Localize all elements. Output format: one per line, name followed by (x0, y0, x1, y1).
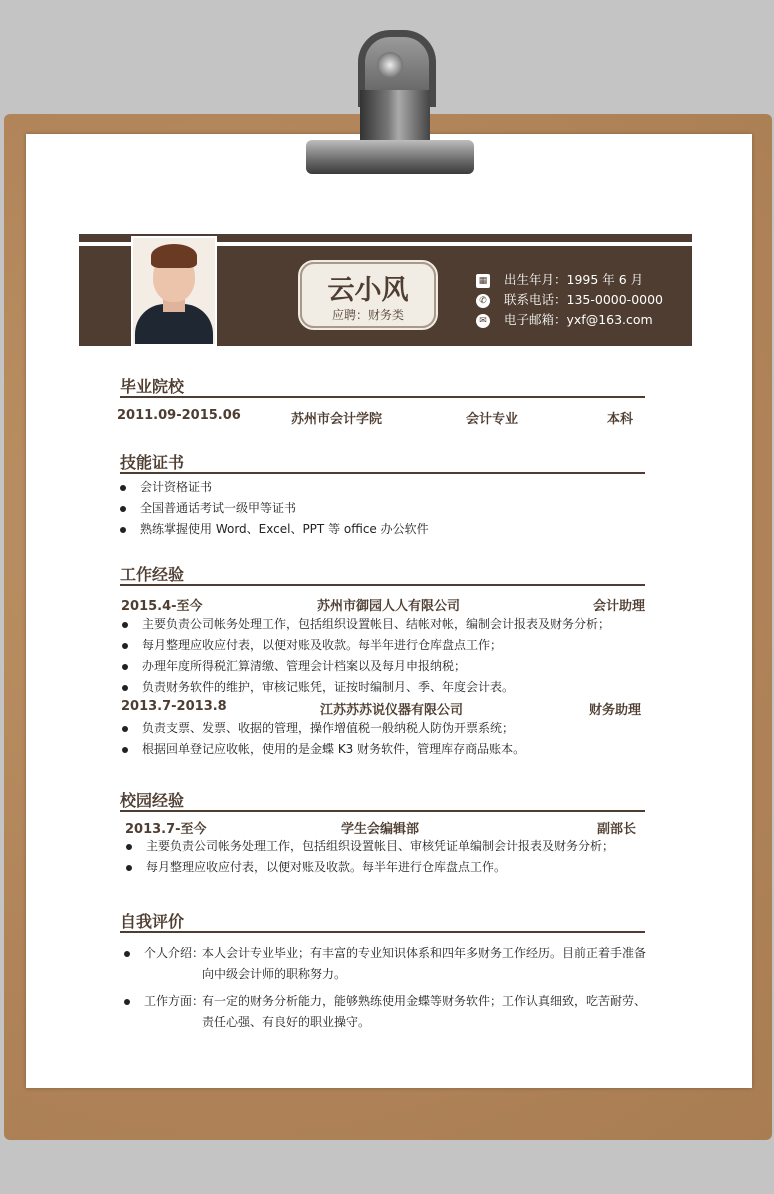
clip-rivet (377, 52, 403, 78)
name-badge (300, 262, 436, 328)
section-divider (120, 931, 645, 933)
campus-section (120, 788, 645, 812)
list-item: 主要负责公司帐务处理工作，包括组织设置帐目、结帐对帐，编制会计报表及财务分析； (120, 614, 610, 635)
list-item: 会计资格证书 (118, 477, 429, 498)
section-title: 技能证书 (120, 453, 185, 472)
section-title: 自我评价 (120, 912, 185, 931)
eval-label: 工作方面： (144, 994, 205, 1008)
edu-school: 苏州市会计学院 (291, 412, 383, 427)
edu-degree: 本科 (607, 412, 634, 427)
list-item (122, 991, 654, 1033)
list-item: 每月整理应收应付表，以便对账及收款。每半年进行仓库盘点工作。 (124, 857, 614, 878)
list-item (122, 943, 654, 985)
job-period: 2013.7-2013.8 (121, 699, 227, 714)
clip-base (306, 140, 474, 174)
job-role: 会计助理 (593, 599, 646, 614)
list-item: 熟练掌握使用 Word、Excel、PPT 等 office 办公软件 (118, 519, 429, 540)
campus-duties (124, 836, 614, 878)
email-info: ✉ 电子邮箱：yxf@163.com (476, 310, 653, 328)
mail-icon: ✉ (476, 314, 490, 328)
job-duties (120, 718, 525, 760)
campus-org: 学生会编辑部 (341, 822, 420, 837)
job-duties (120, 614, 610, 698)
job-period: 2015.4-至今 (121, 599, 203, 614)
phone-info: ✆ 联系电话：135-0000-0000 (476, 290, 663, 308)
eval-text: 本人会计专业毕业；有丰富的专业知识体系和四年多财务工作经历。目前正着手准备向中级会计师的职称努力。 (202, 946, 647, 981)
job-role: 财务助理 (589, 703, 642, 718)
job-company: 江苏苏苏说仪器有限公司 (320, 703, 464, 718)
self-eval-section (120, 909, 645, 933)
calendar-icon: ▦ (476, 274, 490, 288)
list-item: 办理年度所得税汇算清缴、管理会计档案以及每月申报纳税； (120, 656, 610, 677)
section-divider (120, 810, 645, 812)
list-item: 主要负责公司帐务处理工作，包括组织设置帐目、审核凭证单编制会计报表及财务分析； (124, 836, 614, 857)
candidate-name: 云小风 (327, 275, 409, 306)
skills-section (120, 450, 645, 474)
job-company: 苏州市御园人人有限公司 (317, 599, 461, 614)
section-divider (120, 584, 645, 586)
list-item: 全国普通话考试一级甲等证书 (118, 498, 429, 519)
eval-text: 有一定的财务分析能力，能够熟练使用金蝶等财务软件；工作认真细致，吃苦耐劳、责任心强、有良好的职业操守。 (202, 994, 647, 1029)
education-section (120, 374, 645, 398)
edu-major: 会计专业 (466, 412, 519, 427)
section-title: 工作经验 (120, 565, 185, 584)
section-title: 毕业院校 (120, 377, 185, 396)
section-divider (120, 396, 645, 398)
edu-period: 2011.09-2015.06 (117, 408, 241, 423)
section-divider (120, 472, 645, 474)
skills-list (118, 477, 429, 540)
avatar-photo (131, 236, 217, 346)
eval-label: 个人介绍： (144, 946, 205, 960)
list-item: 每月整理应收应付表，以便对账及收款。每半年进行仓库盘点工作； (120, 635, 610, 656)
list-item: 根据回单登记应收帐，使用的是金蝶 K3 财务软件，管理库存商品账本。 (120, 739, 525, 760)
phone-icon: ✆ (476, 294, 490, 308)
birth-info: ▦ 出生年月：1995 年 6 月 (476, 270, 643, 288)
work-section (120, 562, 645, 586)
self-eval-list (122, 943, 654, 1033)
list-item: 负责财务软件的维护，审核记账凭，证按时编制月、季、年度会计表。 (120, 677, 610, 698)
campus-role: 副部长 (597, 822, 637, 837)
campus-period: 2013.7-至今 (125, 822, 207, 837)
list-item: 负责支票、发票、收据的管理，操作增值税一般纳税人防伪开票系统； (120, 718, 525, 739)
apply-position: 应聘：财务类 (331, 308, 404, 322)
section-title: 校园经验 (120, 791, 185, 810)
